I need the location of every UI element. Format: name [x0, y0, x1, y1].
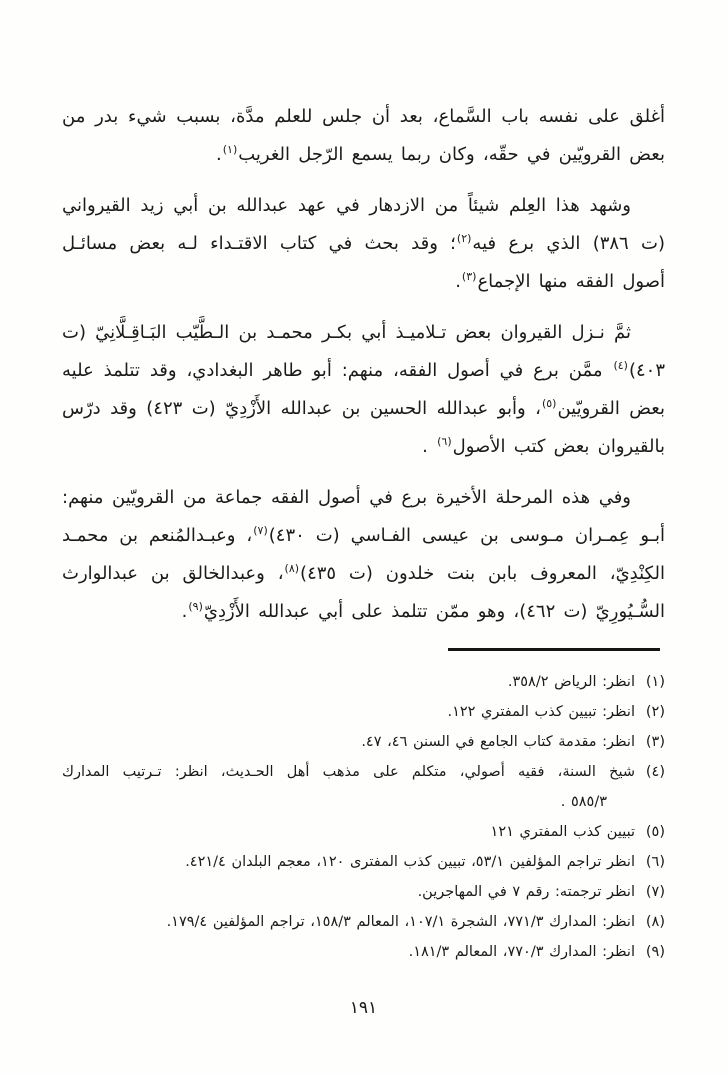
footnote-3-text: انظر: مقدمة كتاب الجامع في السنن ٤٦، ٤٧. [361, 734, 635, 750]
paragraph-4-text-c: ، وعبدالخالق بن عبدالوارث السُّـيُورِيّ (ت ٤٦٢)، وهو ممّن تتلمذ على أبي عبدالله الأَزْدِيّ [62, 563, 665, 622]
footnote-1-text: انظر: الرياض ٣٥٨/٢. [507, 674, 635, 690]
paragraph-4 [62, 479, 665, 631]
footnote-separator-rule [448, 648, 660, 651]
footnote-8-marker: (٨) [645, 914, 665, 930]
paragraph-2-text-a: وشهد هذا العِلم شيئاً من الازدهار في عهد عبدالله بن أبي زيد القيرواني (ت ٣٨٦) الذي برع فيه [62, 195, 665, 254]
paragraph-4-text-b: ، وعبـدالمُنعم بن محمـد الكِنْدِيّ، المعروف بابن بنت خلدون (ت ٤٣٥) [62, 525, 665, 584]
footnote-4-line1: شيخ السنة، فقيه أصولي، متكلم على مذهب أهل الحـديث، انظر: تـرتيب المدارك [62, 764, 635, 780]
main-text [62, 98, 665, 644]
paragraph-1 [62, 98, 665, 174]
footnote-4-marker: (٤) [645, 764, 665, 780]
footnote-ref-5: (٥) [541, 397, 557, 410]
paragraph-1-text: أغلق على نفسه باب السَّماع، بعد أن جلس للعلم مدَّة، بسبب شيء بدر من بعض القرويّين في حقّه، وكان ربما يسمع الرّجل الغريب [62, 106, 665, 165]
footnote-ref-9: (٩) [188, 600, 203, 613]
paragraph-2-text-b: ؛ وقد بحث في كتاب الاقتـداء لـه بعض مسائـل أصول الفقه منها الإجماع [62, 233, 665, 292]
footnote-9-marker: (٩) [645, 944, 665, 960]
footnote-9 [62, 937, 665, 967]
footnote-9-text: انظر: المدارك ٧٧٠/٣، المعالم ١٨١/٣. [408, 944, 635, 960]
paragraph-2-end: . [455, 271, 461, 292]
footnote-ref-6: (٦) [437, 435, 452, 448]
footnote-4 [62, 757, 665, 817]
footnote-ref-8: (٨) [284, 562, 300, 575]
footnote-3-marker: (٣) [645, 734, 665, 750]
footnote-8-text: انظر: المدارك ٧٧١/٣، الشجرة ١٠٧/١، المعالم ١٥٨/٣، تراجم المؤلفين ١٧٩/٤. [166, 914, 635, 930]
footnote-2-marker: (٢) [645, 704, 665, 720]
footnote-6 [62, 847, 665, 877]
paragraph-1-end: . [216, 144, 222, 165]
footnote-2-text: انظر: تبيين كذب المفتري ١٢٢. [447, 704, 635, 720]
footnote-4-text [62, 757, 635, 817]
footnote-6-marker: (٦) [645, 854, 665, 870]
paragraph-4-text-a: وفي هذه المرحلة الأخيرة برع في أصول الفقه جماعة من القرويّين منهم: أبـو عِمـران مـوسى بن عيسى الفـاسي (ت ٤٣٠) [62, 487, 665, 546]
footnote-8 [62, 907, 665, 937]
footnote-ref-7: (٧) [253, 524, 268, 537]
page-number: ١٩١ [349, 998, 378, 1018]
footnote-1 [62, 667, 665, 697]
paragraph-3-text-b: ممَّن برع في أصول الفقه، منهم: أبو طاهر البغدادي، وقد تتلمذ عليه بعض القرويّين [62, 360, 665, 419]
paragraph-3 [62, 314, 665, 466]
footnote-4-line2: ٥٨٥/٣ . [560, 794, 607, 810]
paragraph-3-text-a: ثمَّ نـزل القيروان بعض تـلاميـذ أبي بكـر محمـد بن الـطَّيّب البَـاقِـلَّانِيّ (ت ٤٠٣) [62, 322, 665, 381]
footnote-1-marker: (١) [645, 674, 665, 690]
paragraph-3-end: . [422, 436, 437, 457]
paragraph-2 [62, 187, 665, 301]
footnote-5-marker: (٥) [645, 824, 665, 840]
paragraph-3-text-c: ، وأبو عبدالله الحسين بن عبدالله الأَزْدِيّ (ت ٤٢٣) وقد درّس بالقيروان بعض كتب الأصول [62, 398, 665, 457]
footnotes-section [62, 648, 665, 967]
footnote-6-text: انظر تراجم المؤلفين ٥٣/١، تبيين كذب المفترى ١٢٠، معجم البلدان ٤٢١/٤. [185, 854, 635, 870]
footnote-3 [62, 727, 665, 757]
footnote-ref-3: (٣) [461, 270, 477, 283]
footnote-5-text: تبيين كذب المفتري ١٢١ [490, 824, 635, 840]
footnote-ref-4: (٤) [613, 359, 628, 372]
footnote-ref-2: (٢) [456, 232, 472, 245]
footnote-7-text: انظر ترجمته: رقم ٧ في المهاجرين. [417, 884, 635, 900]
footnote-7-marker: (٧) [645, 884, 665, 900]
paragraph-4-end: . [181, 601, 188, 622]
footnote-ref-1: (١) [222, 143, 238, 156]
footnote-7 [62, 877, 665, 907]
footnote-5 [62, 817, 665, 847]
footnote-2 [62, 697, 665, 727]
